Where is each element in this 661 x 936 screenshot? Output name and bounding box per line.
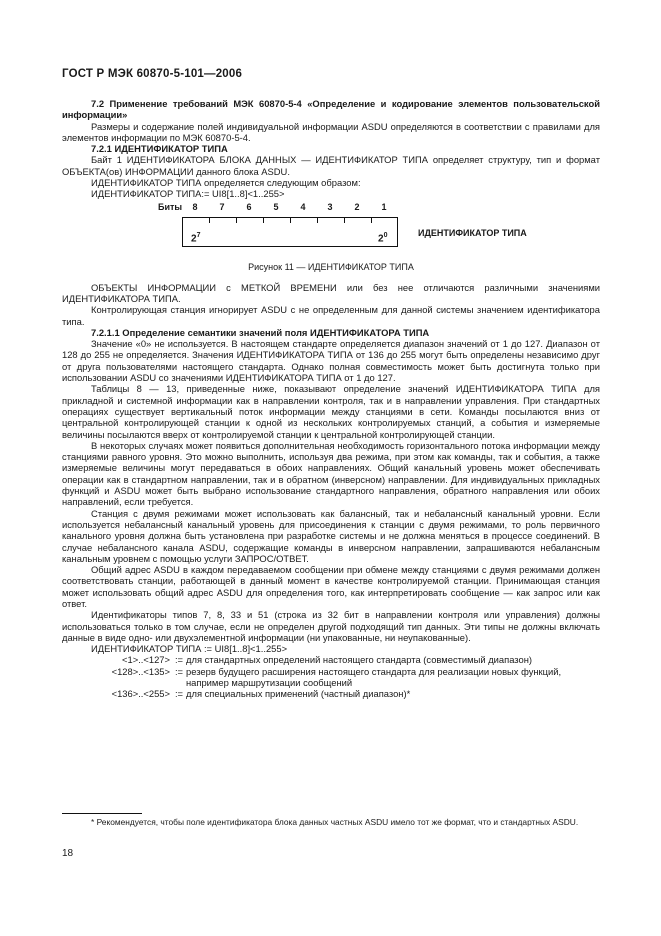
bit-number: 1 <box>381 201 387 212</box>
subsection-heading: 7.2.1 ИДЕНТИФИКАТОР ТИПА <box>91 143 228 155</box>
paragraph-intro: Размеры и содержание полей индивидуальной информации ASDU определяются в соответствии с правилами для элементов информации по МЭК 60870-5-4. <box>62 120 600 143</box>
bit-divider <box>263 218 264 223</box>
paragraph: Контролирующая станция игнорирует ASDU с не определенным для данной системы значением идентификатора типа. <box>62 304 600 327</box>
bit-divider <box>344 218 345 223</box>
page-number: 18 <box>62 848 74 859</box>
paragraph: ИДЕНТИФИКАТОР ТИПА определяется следующим образом: <box>91 177 361 189</box>
bit-divider <box>290 218 291 223</box>
paragraph: ОБЪЕКТЫ ИНФОРМАЦИИ с МЕТКОЙ ВРЕМЕНИ или без нее отличаются различными значениями ИДЕНТИФИКАТОРА ТИПА. <box>62 281 600 304</box>
paragraph: В некоторых случаях может появиться дополнительная необходимость горизонтального потока информации между станциями равного уровня. Это можно выполнить, используя два режима, при этом как команды, так и события, а также измеряемые величины могут передаваться в обоих направлениях. Общий канальный уровень может обеспечивать операции как в стандартном направлении, так и в обратном (инверсном) направлении. Для индивидуальных прикладных функций и ASDU может быть выбрано использование стандартного направления, обратного направления или обоих направлений, если требуется. <box>62 439 600 508</box>
paragraph: Идентификаторы типов 7, 8, 33 и 51 (строка из 32 бит в направлении контроля или управления) должны использоваться только в том случае, если не определен другой подходящий тип данных. Эти типы не должны включать данные в виде одно- или двухэлементной информации (ни упакованные, ни неупакованные). <box>62 609 600 643</box>
subsection-heading: 7.2.1.1 Определение семантики значений поля ИДЕНТИФИКАТОРА ТИПА <box>91 326 430 338</box>
definition-item <box>91 654 600 665</box>
formula-line: ИДЕНТИФИКАТОР ТИПА:= UI8[1..8]<1..255> <box>91 188 285 200</box>
footnote-divider <box>62 813 142 814</box>
bit-divider <box>371 218 372 223</box>
document-header: ГОСТ Р МЭК 60870-5-101—2006 <box>62 68 243 80</box>
lsb-weight: $2^0$ <box>378 231 388 244</box>
figure-type-identifier <box>62 202 600 282</box>
formula-line: ИДЕНТИФИКАТОР ТИПА := UI8[1..8]<1..255> <box>91 643 288 655</box>
paragraph: Значение «0» не используется. В настоящем стандарте определяется диапазон значений от 1 до 127. Диапазон от 128 до 255 не определяется. Значения ИДЕНТИФИКАТОРА ТИПА от 136 до 255 могут быть определены независимо друг от друга пользователями настоящего стандарта. Однако полная совместимость может быть достигнута только при использовании ASDU со значениями ИДЕНТИФИКАТОРА ТИПА от 1 до 127. <box>62 338 600 384</box>
bit-divider <box>209 218 210 223</box>
bit-divider <box>317 218 318 223</box>
definition-value: для специальных применений (частный диапазон)* <box>186 688 411 700</box>
figure-caption: Рисунок 11 — ИДЕНТИФИКАТОР ТИПА <box>248 261 414 272</box>
register-name: ИДЕНТИФИКАТОР ТИПА <box>418 227 527 238</box>
definition-item <box>91 688 600 699</box>
definition-key: <136>..<255> <box>111 688 170 700</box>
bit-number: 2 <box>354 201 360 212</box>
footnote: * Рекомендуется, чтобы поле идентификатора блока данных частных ASDU имело тот же формат, что и стандартных ASDU. <box>91 817 579 827</box>
definition-value: резерв будущего расширения настоящего стандарта для реализации новых функций, например маршрутизации сообщений <box>186 665 562 689</box>
bits-label: Биты <box>158 201 183 212</box>
section-heading: 7.2 Применение требований МЭК 60870-5-4 «Определение и кодирование элементов пользовательской информации» <box>62 98 600 121</box>
bit-number: 4 <box>300 201 306 212</box>
definition-item <box>91 666 600 689</box>
paragraph: Общий адрес ASDU в каждом передаваемом сообщении при обмене между станциями с двумя режимами должен соответствовать станции, работающей в данный момент в качестве контролируемой станции. Принимающая станция может использовать общий адрес ASDU для определения того, как интерпретировать сообщение — как запрос или как ответ. <box>62 564 600 609</box>
document-body <box>62 98 600 700</box>
definition-sep: := <box>174 688 184 700</box>
bit-number: 8 <box>192 201 198 212</box>
bit-divider <box>236 218 237 223</box>
definition-sep: := <box>174 665 184 677</box>
definition-key: <1>..<127> <box>122 654 170 666</box>
definition-key: <128>..<135> <box>111 665 170 677</box>
paragraph: Станция с двумя режимами может использовать как балансный, так и небалансный канальный уровни. Если используется небалансный канальный уровень для присоединения к станции с двумя режимами, то роль первичного канального уровня должна быть установлена при разработке системы и не должна меняться в процессе соединений. В случае небалансного канала ASDU, содержащие команды в инверсном направлении, запрашиваются небалансным канальным уровнем с помощью услуги ЗАПРОС/ОТВЕТ. <box>62 507 600 564</box>
paragraph: Таблицы 8 — 13, приведенные ниже, показывают определение значений ИДЕНТИФИКАТОРА ТИПА для прикладной и системной информации как в направлении контроля, так и в направлении управления. При стандартных операциях существует вертикальный поток информации между станциями в сети. Команды посылаются вниз от центральной контролирующей станции к одной из нескольких контролируемых станций, а события и измеряемые величины посылаются вверх от контролируемой станции к центральной контролирующей станции. <box>62 383 600 440</box>
paragraph: Байт 1 ИДЕНТИФИКАТОРА БЛОКА ДАННЫХ — ИДЕНТИФИКАТОР ТИПА определяет структуру, тип и формат ОБЪЕКТА(ов) ИНФОРМАЦИИ данного блока ASDU. <box>62 154 600 177</box>
definition-value: для стандартных определений настоящего стандарта (совместимый диапазон) <box>186 654 533 666</box>
bit-number: 5 <box>273 201 279 212</box>
bit-number: 7 <box>219 201 225 212</box>
msb-weight: $2^7$ <box>191 231 201 244</box>
definition-list <box>91 654 600 699</box>
definition-sep: := <box>174 654 184 666</box>
bit-number: 6 <box>246 201 252 212</box>
bit-number: 3 <box>327 201 333 212</box>
